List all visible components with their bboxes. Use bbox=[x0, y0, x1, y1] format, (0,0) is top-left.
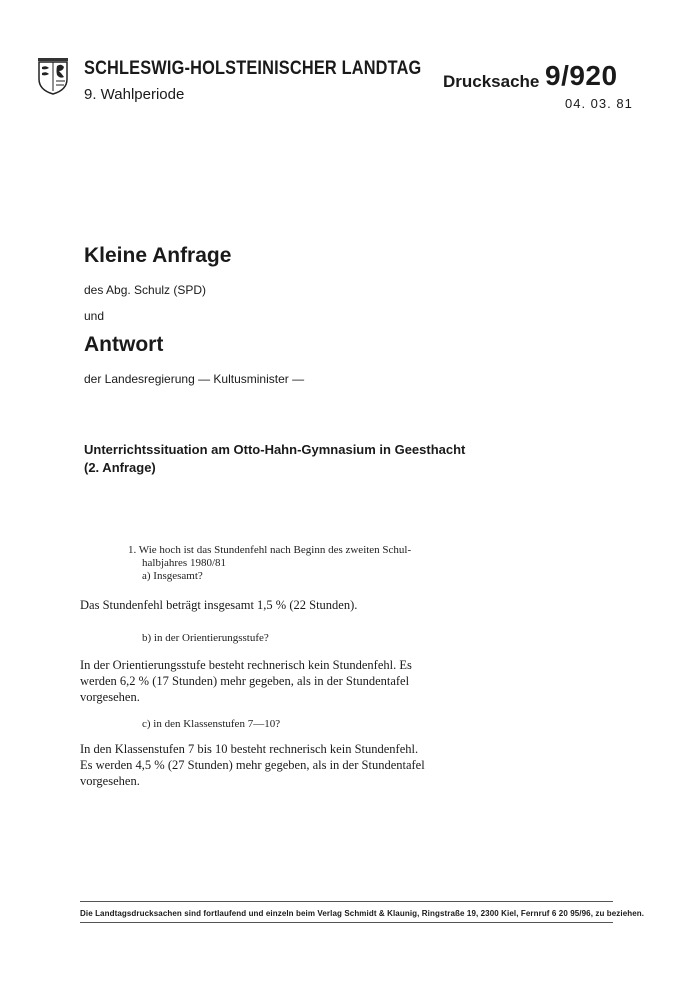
respondent: der Landesregierung — Kultusminister — bbox=[84, 372, 305, 386]
answer-1c-line-2: Es werden 4,5 % (27 Stunden) mehr gegeben, als in der Stundentafel bbox=[80, 758, 425, 772]
answer-1b-line-3: vorgesehen. bbox=[80, 690, 140, 704]
answer-1a bbox=[80, 597, 450, 613]
drucksache-label: Drucksache bbox=[443, 72, 540, 91]
questioner: des Abg. Schulz (SPD) bbox=[84, 283, 207, 297]
question-1-line-2: halbjahres 1980/81 bbox=[142, 557, 227, 569]
answer-1b-line-2: werden 6,2 % (17 Stunden) mehr gegeben, als in der Stundentafel bbox=[80, 674, 410, 688]
footer-rule-top bbox=[80, 901, 613, 902]
answer-1c bbox=[80, 741, 450, 789]
question-1c: c) in den Klassenstufen 7—10? bbox=[142, 718, 281, 730]
question-1b: b) in der Orientierungsstufe? bbox=[142, 632, 269, 644]
legislative-period: 9. Wahlperiode bbox=[84, 86, 185, 103]
answer-1c-line-3: vorgesehen. bbox=[80, 774, 140, 788]
footer-rule-bottom bbox=[80, 922, 613, 923]
document-date: 04. 03. 81 bbox=[565, 96, 633, 111]
answer-1b bbox=[80, 657, 450, 705]
drucksache-number: 9/920 bbox=[545, 60, 618, 91]
answer-1b-line-1: In der Orientierungsstufe besteht rechnerisch kein Stundenfehl. Es bbox=[80, 658, 412, 672]
footer-note: Die Landtagsdrucksachen sind fortlaufend und einzeln beim Verlag Schmidt & Klaunig, Ringstraße 19, 2300 Kiel, Fernruf 6 20 95/96, zu beziehen. bbox=[80, 909, 645, 918]
kleine-anfrage-heading: Kleine Anfrage bbox=[84, 244, 232, 267]
question-1a: a) Insgesamt? bbox=[142, 570, 203, 582]
topic-line-1: Unterrichtssituation am Otto-Hahn-Gymnasium in Geesthacht bbox=[84, 442, 466, 457]
topic-line-2: (2. Anfrage) bbox=[84, 460, 156, 475]
answer-1a-text: Das Stundenfehl beträgt insgesamt 1,5 % (22 Stunden). bbox=[80, 598, 358, 612]
question-1-line-1: 1. Wie hoch ist das Stundenfehl nach Beginn des zweiten Schul- bbox=[128, 544, 412, 556]
parliament-name: SCHLESWIG-HOLSTEINISCHER LANDTAG bbox=[84, 58, 422, 79]
answer-1c-line-1: In den Klassenstufen 7 bis 10 besteht rechnerisch kein Stundenfehl. bbox=[80, 742, 419, 756]
coat-of-arms-icon bbox=[37, 57, 69, 95]
antwort-heading: Antwort bbox=[84, 333, 164, 356]
conjunction-und: und bbox=[84, 309, 105, 323]
